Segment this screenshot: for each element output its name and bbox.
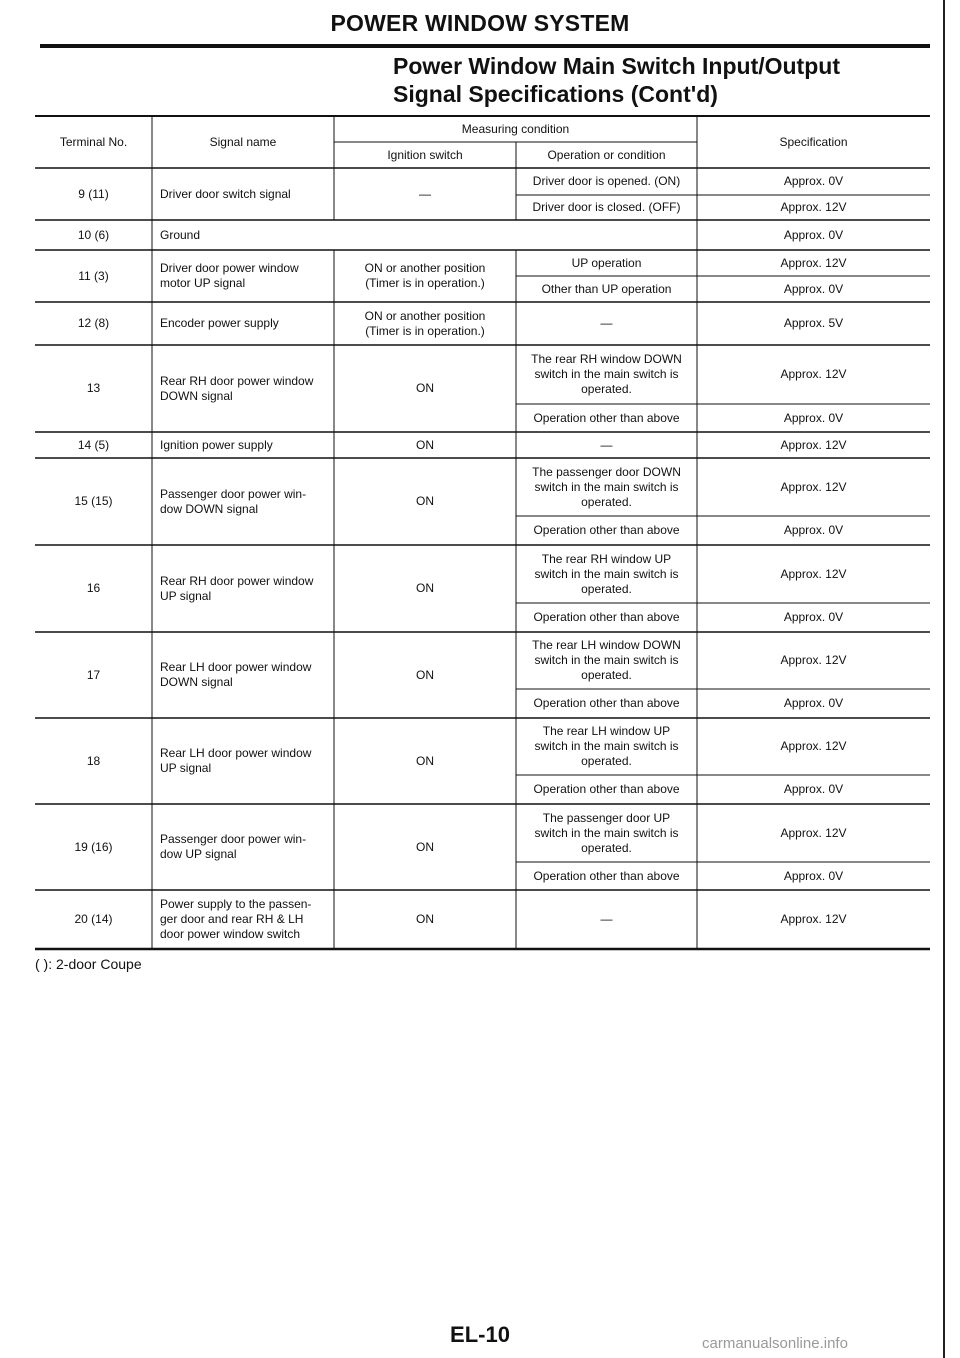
watermark: carmanualsonline.info <box>702 1335 848 1352</box>
terminal-number: 20 (14) <box>74 912 113 926</box>
column-header-terminal: Terminal No. <box>59 134 128 149</box>
terminal-number: 12 (8) <box>77 316 110 330</box>
operation-condition: The rear LH window DOWN switch in the main switch is operated. <box>532 638 681 682</box>
operation-condition: Operation other than above <box>533 610 680 624</box>
terminal-number: 9 (11) <box>78 186 109 201</box>
terminal-number: 18 <box>86 753 101 768</box>
operation-condition: The rear LH window UP switch in the main switch is operated. <box>534 724 679 768</box>
column-header-measuring: Measuring condition <box>461 121 570 136</box>
ignition-switch-condition: ON <box>416 839 434 854</box>
terminal-number: 15 (15) <box>74 494 113 508</box>
specification-value: Approx. 0V <box>783 868 844 883</box>
specification-value: Approx. 0V <box>783 610 844 624</box>
page-number: EL-10 <box>450 1322 510 1347</box>
signal-name: Power supply to the passen- ger door and rear RH & LH door power window switch <box>160 897 312 941</box>
ignition-switch-condition: ON <box>416 381 434 395</box>
subtitle-line-2: Signal Specifications (Cont'd) <box>393 81 718 107</box>
operation-condition: The passenger door UP switch in the main switch is operated. <box>534 810 679 855</box>
operation-condition: Operation other than above <box>533 696 680 710</box>
ignition-switch-condition: ON <box>416 912 434 926</box>
signal-name: Driver door switch signal <box>160 186 291 201</box>
specification-value: Approx. 12V <box>780 479 847 494</box>
specification-value: Approx. 12V <box>780 200 847 214</box>
signal-name: Rear RH door power window DOWN signal <box>160 373 314 403</box>
operation-condition: Operation other than above <box>533 523 680 537</box>
operation-condition: — <box>600 912 613 926</box>
specification-value: Approx. 5V <box>783 316 844 330</box>
subtitle-line-1: Power Window Main Switch Input/Output <box>393 53 840 79</box>
column-header-operation: Operation or condition <box>547 147 666 162</box>
specification-value: Approx. 0V <box>783 523 844 537</box>
operation-condition: Operation other than above <box>533 410 680 425</box>
specification-value: Approx. 12V <box>780 367 847 381</box>
signal-name: Encoder power supply <box>160 316 279 330</box>
ignition-switch-condition: ON <box>416 667 434 682</box>
specification-value: Approx. 12V <box>780 653 847 667</box>
specification-value: Approx. 0V <box>783 410 844 425</box>
operation-condition: Driver door is opened. (ON) <box>532 174 681 188</box>
specification-value: Approx. 12V <box>780 255 847 270</box>
page-title: POWER WINDOW SYSTEM <box>330 10 630 36</box>
terminal-number: 13 <box>86 381 101 395</box>
specification-value: Approx. 0V <box>783 174 844 188</box>
specification-value: Approx. 12V <box>780 912 847 926</box>
ignition-switch-condition: ON <box>416 437 434 452</box>
operation-condition: — <box>600 437 613 452</box>
terminal-number: 17 <box>86 667 101 682</box>
specification-value: Approx. 0V <box>783 227 844 242</box>
operation-condition: Other than UP operation <box>541 281 672 296</box>
specification-value: Approx. 0V <box>783 782 844 796</box>
specification-value: Approx. 12V <box>780 437 847 452</box>
ignition-switch-condition: ON or another position (Timer is in operation.) <box>364 261 486 290</box>
operation-condition: — <box>600 316 613 330</box>
operation-condition: The rear RH window DOWN switch in the main switch is operated. <box>531 352 682 396</box>
signal-name: Rear LH door power window UP signal <box>160 746 312 775</box>
operation-condition: The rear RH window UP switch in the main switch is operated. <box>534 551 679 596</box>
terminal-number: 19 (16) <box>74 839 113 854</box>
ignition-switch-condition: ON <box>416 494 434 508</box>
column-header-ignition: Ignition switch <box>387 147 463 162</box>
signal-name: Rear RH door power window UP signal <box>160 573 314 603</box>
column-header-spec: Specification <box>779 134 848 149</box>
operation-condition: UP operation <box>571 255 642 270</box>
terminal-number: 11 (3) <box>78 268 109 283</box>
specification-value: Approx. 0V <box>783 281 844 296</box>
operation-condition: Operation other than above <box>533 868 680 883</box>
specification-value: Approx. 0V <box>783 696 844 710</box>
terminal-number: 14 (5) <box>77 437 110 452</box>
operation-condition: Operation other than above <box>533 782 680 796</box>
column-header-signal: Signal name <box>209 134 277 149</box>
specification-value: Approx. 12V <box>780 739 847 753</box>
signal-name: Rear LH door power window DOWN signal <box>160 660 312 689</box>
ignition-switch-condition: — <box>419 186 431 201</box>
operation-condition: The passenger door DOWN switch in the main switch is operated. <box>532 464 681 509</box>
signal-name: Driver door power window motor UP signal <box>160 261 299 290</box>
specification-value: Approx. 12V <box>780 825 847 840</box>
operation-condition: Driver door is closed. (OFF) <box>532 200 681 214</box>
ignition-switch-condition: ON <box>416 581 434 595</box>
terminal-number: 10 (6) <box>77 227 110 242</box>
signal-name: Ignition power supply <box>160 437 273 452</box>
signal-name: Passenger door power win- dow DOWN signal <box>160 486 307 516</box>
ignition-switch-condition: ON or another position (Timer is in operation.) <box>364 308 486 338</box>
signal-name: Ground <box>160 227 201 242</box>
signal-name: Passenger door power win- dow UP signal <box>160 832 307 861</box>
ignition-switch-condition: ON <box>416 753 434 768</box>
footnote: ( ): 2-door Coupe <box>35 956 142 972</box>
specification-value: Approx. 12V <box>780 566 847 581</box>
terminal-number: 16 <box>86 581 101 595</box>
